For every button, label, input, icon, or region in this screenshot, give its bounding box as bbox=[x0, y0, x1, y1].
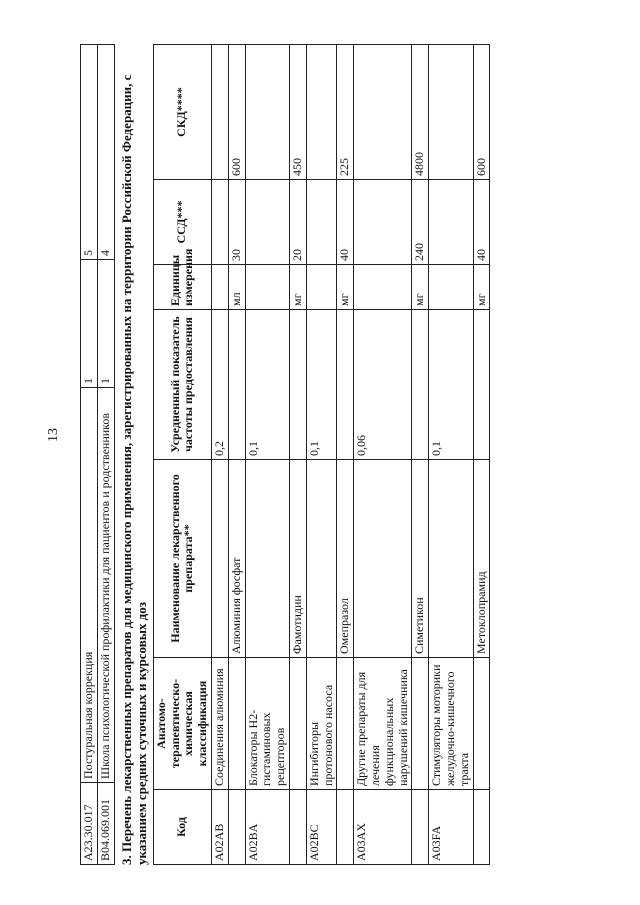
cell-freq bbox=[473, 310, 490, 460]
cell-ssd bbox=[306, 180, 337, 265]
header-code: Код bbox=[153, 790, 211, 865]
cell-drug bbox=[245, 460, 289, 658]
cell-skd: 225 bbox=[337, 45, 354, 180]
cell-ssd bbox=[354, 180, 412, 265]
service-code: B04.069.001 bbox=[97, 783, 114, 865]
cell-drug bbox=[429, 460, 473, 658]
cell-code bbox=[289, 790, 306, 865]
cell-atc: Ингибиторы протонового насоса bbox=[306, 658, 337, 790]
cell-ssd: 20 bbox=[289, 180, 306, 265]
cell-unit: мг bbox=[473, 265, 490, 310]
cell-drug: Алюминия фосфат bbox=[228, 460, 245, 658]
cell-atc bbox=[337, 658, 354, 790]
table-row bbox=[289, 45, 306, 865]
cell-code: A02BA bbox=[245, 790, 289, 865]
cell-atc: Стимуляторы моторики желудочно-кишечного тракта bbox=[429, 658, 473, 790]
table-row bbox=[412, 45, 429, 865]
table-row bbox=[473, 45, 490, 865]
cell-freq: 0,1 bbox=[306, 310, 337, 460]
table-row bbox=[337, 45, 354, 865]
drugs-table bbox=[153, 44, 491, 865]
cell-atc: Блокаторы H2-гистаминовых рецепторов bbox=[245, 658, 289, 790]
cell-code: A03FA bbox=[429, 790, 473, 865]
cell-drug bbox=[211, 460, 228, 658]
cell-unit bbox=[245, 265, 289, 310]
cell-ssd: 40 bbox=[337, 180, 354, 265]
table-row bbox=[245, 45, 289, 865]
service-col4: 5 bbox=[81, 45, 98, 260]
cell-ssd: 30 bbox=[228, 180, 245, 265]
cell-freq bbox=[289, 310, 306, 460]
cell-freq: 0,06 bbox=[354, 310, 412, 460]
cell-unit bbox=[306, 265, 337, 310]
cell-drug bbox=[354, 460, 412, 658]
service-col4: 4 bbox=[97, 45, 114, 260]
cell-code: A02AB bbox=[211, 790, 228, 865]
cell-unit: мг bbox=[337, 265, 354, 310]
cell-code bbox=[412, 790, 429, 865]
cell-atc: Соединения алюминия bbox=[211, 658, 228, 790]
rotated-content bbox=[80, 45, 600, 865]
cell-code bbox=[473, 790, 490, 865]
cell-unit bbox=[211, 265, 228, 310]
service-row bbox=[97, 45, 114, 865]
cell-ssd bbox=[429, 180, 473, 265]
cell-freq bbox=[228, 310, 245, 460]
table-row bbox=[306, 45, 337, 865]
cell-ssd: 40 bbox=[473, 180, 490, 265]
cell-skd bbox=[429, 45, 473, 180]
cell-skd bbox=[211, 45, 228, 180]
cell-freq: 0,1 bbox=[245, 310, 289, 460]
cell-atc: Другие препараты для лечения функциональных нарушений кишечника bbox=[354, 658, 412, 790]
table-row bbox=[429, 45, 473, 865]
cell-unit: мг bbox=[289, 265, 306, 310]
header-freq: Усредненный показатель частоты предоставления bbox=[153, 310, 211, 460]
header-skd: СКД**** bbox=[153, 45, 211, 180]
cell-freq bbox=[412, 310, 429, 460]
header-drug: Наименование лекарственного препарата** bbox=[153, 460, 211, 658]
cell-ssd: 240 bbox=[412, 180, 429, 265]
cell-skd: 450 bbox=[289, 45, 306, 180]
cell-freq: 0,1 bbox=[429, 310, 473, 460]
cell-code bbox=[228, 790, 245, 865]
service-col3: 1 bbox=[81, 260, 98, 388]
cell-atc bbox=[473, 658, 490, 790]
cell-atc bbox=[289, 658, 306, 790]
cell-drug: Метоклопрамид bbox=[473, 460, 490, 658]
service-row bbox=[81, 45, 98, 865]
cell-ssd bbox=[211, 180, 228, 265]
cell-unit: мг bbox=[412, 265, 429, 310]
table-row bbox=[228, 45, 245, 865]
cell-unit bbox=[354, 265, 412, 310]
table-row bbox=[354, 45, 412, 865]
cell-skd: 600 bbox=[473, 45, 490, 180]
cell-skd: 4800 bbox=[412, 45, 429, 180]
header-atc: Анатомо-терапевтическо-химическая классификация bbox=[153, 658, 211, 790]
cell-unit bbox=[429, 265, 473, 310]
cell-drug: Омепразол bbox=[337, 460, 354, 658]
cell-drug: Фамотидин bbox=[289, 460, 306, 658]
services-table bbox=[80, 44, 115, 865]
cell-skd bbox=[245, 45, 289, 180]
header-unit: Единицы измерения bbox=[153, 265, 211, 310]
service-name: Школа психологической профилактики для пациентов и родственников bbox=[97, 388, 114, 783]
cell-drug: Симетикон bbox=[412, 460, 429, 658]
cell-ssd bbox=[245, 180, 289, 265]
cell-freq: 0,2 bbox=[211, 310, 228, 460]
table-row bbox=[211, 45, 228, 865]
cell-freq bbox=[337, 310, 354, 460]
cell-code: A03AX bbox=[354, 790, 412, 865]
cell-atc bbox=[412, 658, 429, 790]
header-row bbox=[153, 45, 211, 865]
cell-unit: мл bbox=[228, 265, 245, 310]
cell-skd: 600 bbox=[228, 45, 245, 180]
service-code: A23.30.017 bbox=[81, 783, 98, 865]
service-name: Постуральная коррекция bbox=[81, 388, 98, 783]
section-heading: 3. Перечень лекарственных препаратов для медицинского применения, зарегистрированных на территории Российской Федерации, с указанием средних суточных и курсовых доз bbox=[118, 74, 150, 865]
cell-code bbox=[337, 790, 354, 865]
cell-drug bbox=[306, 460, 337, 658]
page-number: 13 bbox=[46, 428, 61, 442]
cell-skd bbox=[306, 45, 337, 180]
service-col3: 1 bbox=[97, 260, 114, 388]
cell-skd bbox=[354, 45, 412, 180]
header-ssd: ССД*** bbox=[153, 180, 211, 265]
cell-atc bbox=[228, 658, 245, 790]
cell-code: A02BC bbox=[306, 790, 337, 865]
